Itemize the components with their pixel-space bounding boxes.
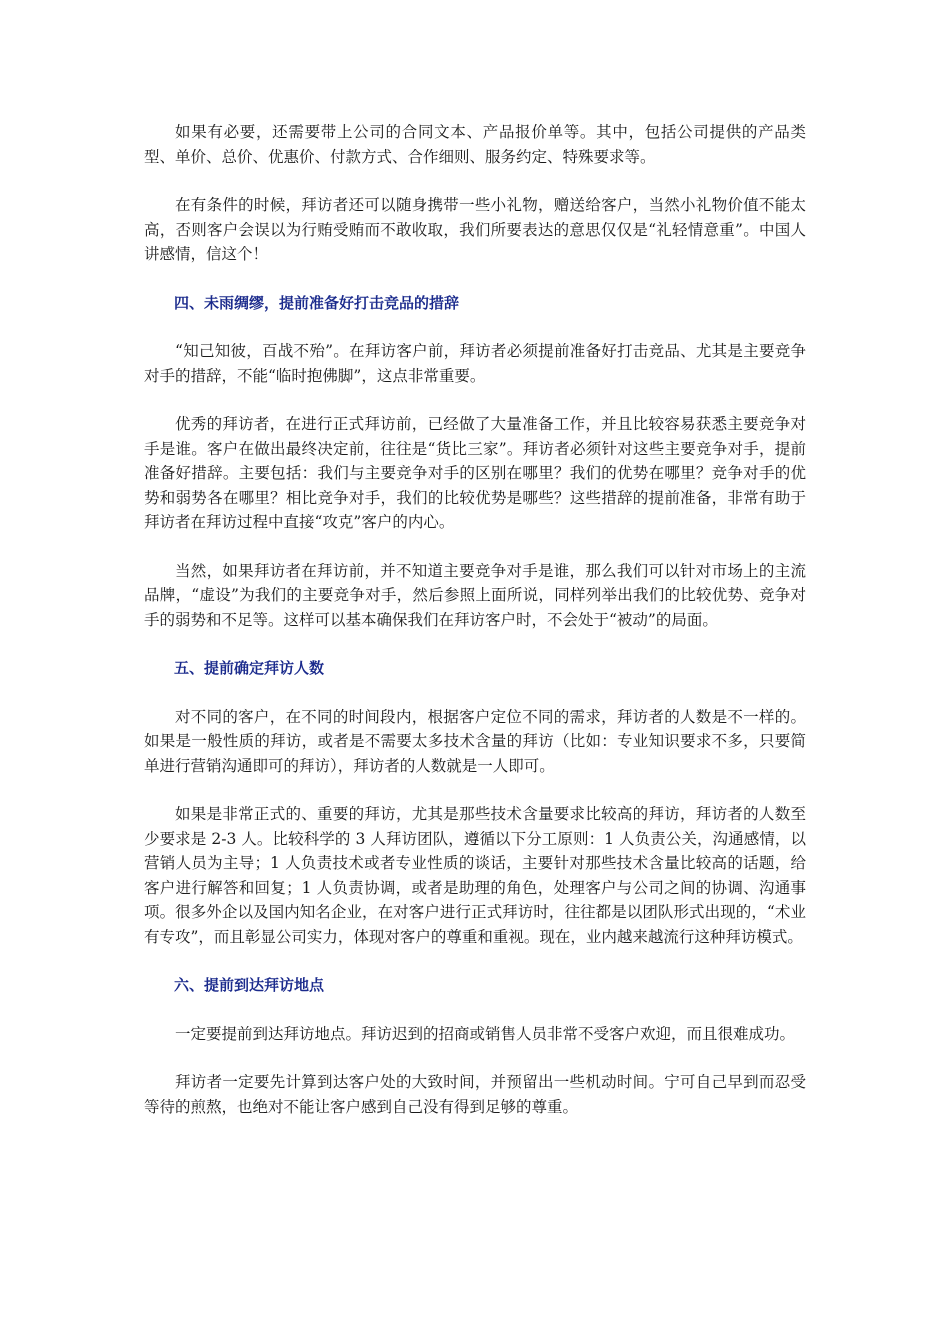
paragraph-know-enemy: “知己知彼，百战不殆”。在拜访客户前，拜访者必须提前准备好打击竞品、尤其是主要竞争对手的措辞，不能“临时抱佛脚”，这点非常重要。 [144, 342, 806, 385]
paragraph-virtual-competitor: 当然，如果拜访者在拜访前，并不知道主要竞争对手是谁，那么我们可以针对市场上的主流品牌，“虚设”为我们的主要竞争对手，然后参照上面所说，同样列举出我们的比较优势、竞争对手的弱势和不足等。这样可以基本确保我们在拜访客户时，不会处于“被动”的局面。 [144, 561, 806, 629]
section-heading-5: 五、提前确定拜访人数 [174, 659, 325, 677]
document-body [144, 120, 806, 1143]
paragraph-competitor-prep: 优秀的拜访者，在进行正式拜访前，已经做了大量准备工作，并且比较容易获悉主要竞争对手是谁。客户在做出最终决定前，往往是“货比三家”。拜访者必须针对这些主要竞争对手，提前准备好措辞。主要包括：我们与主要竞争对手的区别在哪里？我们的优势在哪里？竞争对手的优势和弱势各在哪里？相比竞争对手，我们的比较优势是哪些？这些措辞的提前准备，非常有助于拜访者在拜访过程中直接“攻克”客户的内心。 [144, 415, 806, 531]
paragraph-visitor-count: 对不同的客户，在不同的时间段内，根据客户定位不同的需求，拜访者的人数是不一样的。如果是一般性质的拜访，或者是不需要太多技术含量的拜访（比如：专业知识要求不多，只要简单进行营销沟通即可的拜访），拜访者的人数就是一人即可。 [144, 707, 806, 775]
paragraph-arrive-early: 一定要提前到达拜访地点。拜访迟到的招商或销售人员非常不受客户欢迎，而且很难成功。 [175, 1024, 796, 1043]
section-heading-6: 六、提前到达拜访地点 [174, 976, 325, 994]
paragraph-contract-docs: 如果有必要，还需要带上公司的合同文本、产品报价单等。其中，包括公司提供的产品类型、单价、总价、优惠价、付款方式、合作细则、服务约定、特殊要求等。 [144, 123, 806, 166]
paragraph-time-planning: 拜访者一定要先计算到达客户处的大致时间，并预留出一些机动时间。宁可自己早到而忍受等待的煎熬，也绝对不能让客户感到自己没有得到足够的尊重。 [144, 1073, 806, 1116]
paragraph-small-gifts: 在有条件的时候，拜访者还可以随身携带一些小礼物，赠送给客户，当然小礼物价值不能太高，否则客户会误以为行贿受贿而不敢收取，我们所要表达的意思仅仅是“礼轻情意重”。中国人讲感情，信这个！ [144, 196, 806, 263]
section-heading-4: 四、未雨绸缪，提前准备好打击竞品的措辞 [174, 293, 460, 312]
paragraph-team-visit: 如果是非常正式的、重要的拜访，尤其是那些技术含量要求比较高的拜访，拜访者的人数至少要求是 2-3 人。比较科学的 3 人拜访团队，遵循以下分工原则：1 人负责公关，沟通感情，以营销人员为主导；1 人负责技术或者专业性质的谈话，主要针对那些技术含量比较高的话题，给客户进行解答和回复；1 人负责协调，或者是助理的角色，处理客户与公司之间的协调、沟通事项。很多外企以及国内知名企业，在对客户进行正式拜访时，往往都是以团队形式出现的，“术业有专攻”，而且彰显公司实力，体现对客户的尊重和重视。现在，业内越来越流行这种拜访模式。 [144, 805, 806, 946]
